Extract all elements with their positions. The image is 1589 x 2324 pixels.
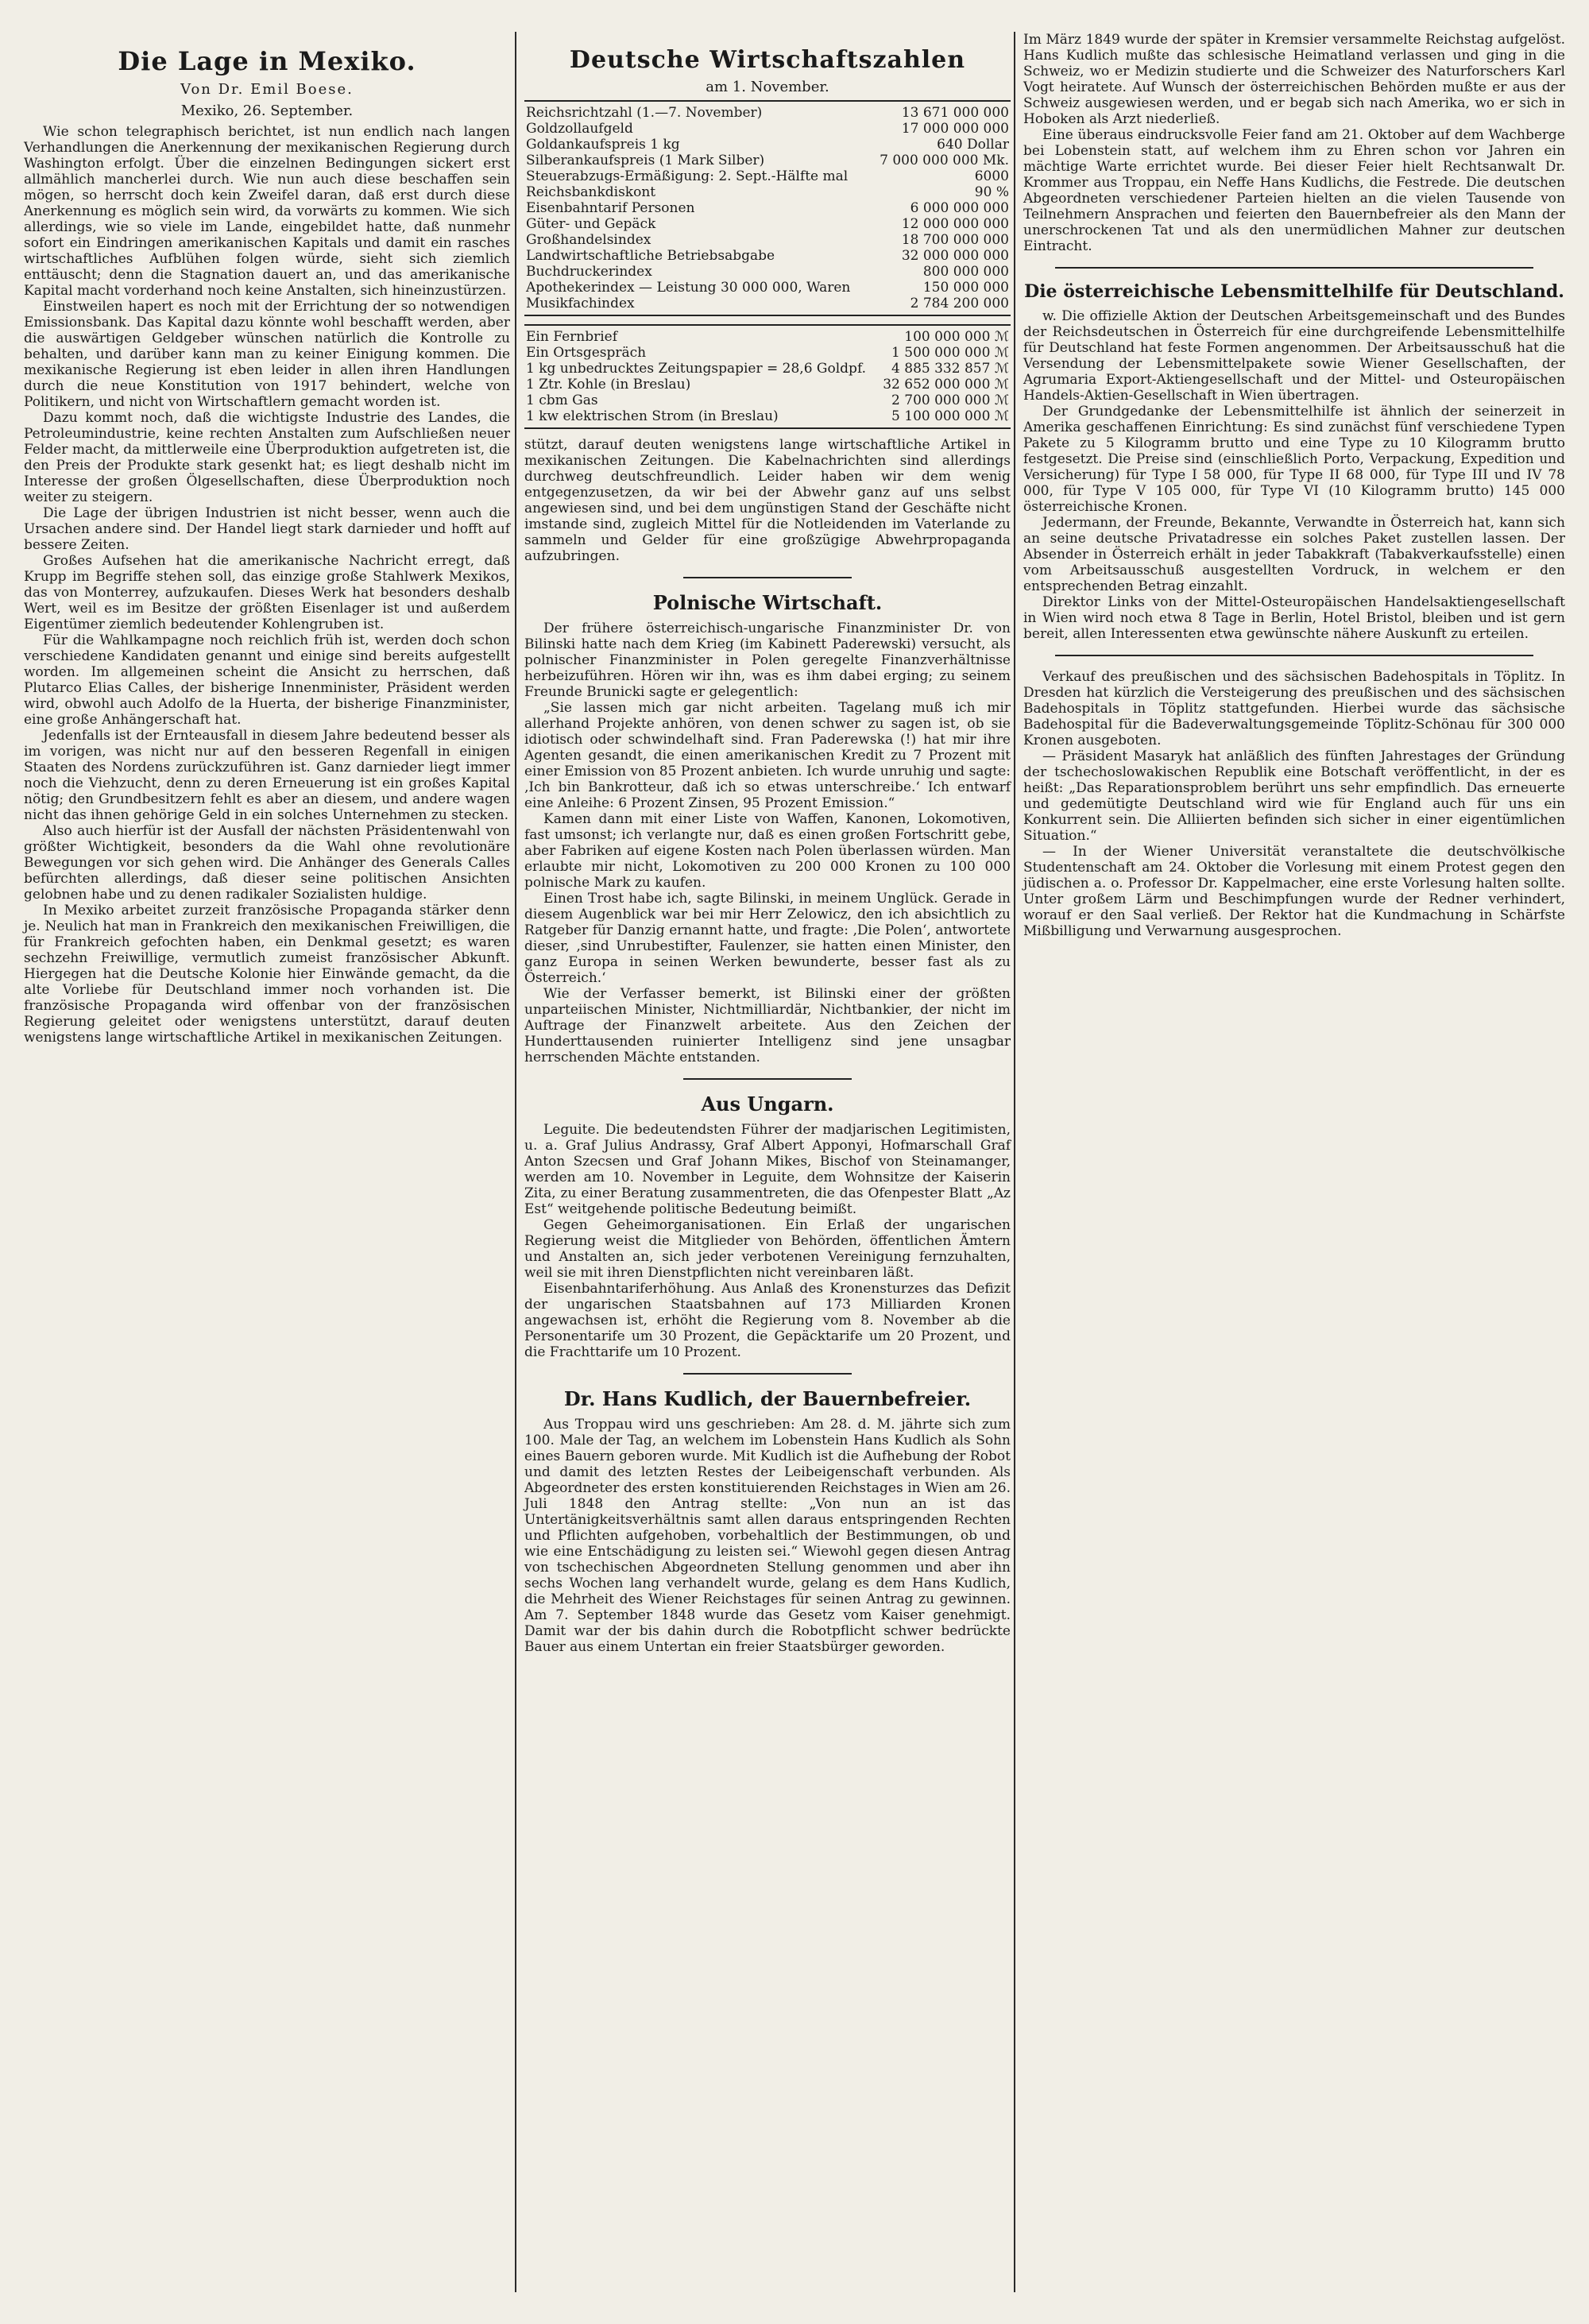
article-paragraph: Leguite. Die bedeutendsten Führer der madjarischen Legitimisten, u. a. Graf Julius Andrassy, Graf Albert Apponyi, Hofmarschall Graf Anton Szecsen und Graf Johann Mikes, Bischof von Steinamanger, werden am 10. November in Leguite, dem Wohnsitze der Kaiserin Zita, zu einer Beratung zusammentreten, die das Ofenpester Blatt „Az Est“ weitgehende politische Bedeutung beimißt.: [524, 1122, 1011, 1217]
column-rule: [515, 32, 516, 2292]
stats-row: [524, 280, 1011, 296]
divider: [683, 1373, 852, 1375]
stats-label: Großhandelsindex: [526, 232, 651, 248]
stats-title: Deutsche Wirtschaftszahlen: [569, 46, 966, 74]
stats-value: 4 885 332 857 ℳ: [891, 361, 1009, 377]
stats-value: 640 Dollar: [937, 137, 1009, 153]
stats-value: 100 000 000 ℳ: [904, 329, 1009, 345]
article-paragraph: „Sie lassen mich gar nicht arbeiten. Tagelang muß ich mir allerhand Projekte anhören, von denen schwer zu sagen ist, ob sie idiotisch oder schwindelhaft sind. Fran Paderewska (!) hat mir ihre Agenten gesandt, die einen amerikanischen Kredit zu 7 Prozent mit einer Emission von 85 Prozent anbieten. Ich wurde unruhig und sagte: ‚Ich bin Bankrotteur, daß ich so etwas unterschreibe.‘ Ich entwarf eine Anleihe: 6 Prozent Zinsen, 95 Prozent Emission.“: [524, 700, 1011, 811]
article-paragraph: Aus Troppau wird uns geschrieben: Am 28. d. M. jährte sich zum 100. Male der Tag, an welchem im Lobenstein Hans Kudlich als Sohn eines Bauern geboren wurde. Mit Kudlich ist die Aufhebung der Robot und damit des letzten Restes der Leibeigenschaft verbunden. Als Abgeordneter des ersten konstituierenden Reichstages in Wien am 26. Juli 1848 den Antrag stellte: „Von nun an ist das Untertänigkeitsverhältnis samt allen daraus entspringenden Rechten und Pflichten aufgehoben, vorbehaltlich der Bestimmungen, ob und wie eine Entschädigung zu leisten sei.“ Wiewohl gegen diesen Antrag von tschechischen Abgeordneten Stellung genommen und aber ihn sechs Wochen lang verhandelt wurde, gelang es dem Hans Kudlich, die Mehrheit des Wiener Reichstages für seinen Antrag zu gewinnen. Am 7. September 1848 wurde das Gesetz vom Kaiser genehmigt. Damit war der bis dahin durch die Robotpflicht schwer bedrückte Bauer aus einem Untertan ein freier Staatsbürger geworden.: [524, 1417, 1011, 1655]
stats-row: [524, 121, 1011, 137]
column-3: [1023, 32, 1565, 939]
stats-value: 150 000 000: [922, 280, 1009, 296]
stats-label: Reichsbankdiskont: [526, 184, 656, 200]
stats-label: 1 cbm Gas: [526, 392, 598, 408]
stats-value: 1 500 000 000 ℳ: [891, 345, 1009, 361]
stats-value: 90 %: [974, 184, 1009, 200]
stats-row: [524, 153, 1011, 168]
stats-label: Ein Ortsgespräch: [526, 345, 647, 361]
stats-value: 13 671 000 000: [901, 105, 1009, 121]
divider: [683, 1078, 852, 1080]
stats-row: [524, 329, 1011, 345]
stats-label: Güter- und Gepäck: [526, 216, 656, 232]
stats-row: [524, 361, 1011, 377]
divider: [1055, 655, 1533, 656]
divider: [683, 577, 852, 578]
stats-value: 12 000 000 000: [901, 216, 1009, 232]
stats-label: Goldzollaufgeld: [526, 121, 633, 137]
stats-row: [524, 296, 1011, 311]
article-paragraph: Dazu kommt noch, daß die wichtigste Industrie des Landes, die Petroleumindustrie, keine rechten Anstalten zum Aufschließen neuer Felder macht, da mittlerweile eine Überproduktion aufgetreten ist, die den Preis der Produkte stark gesenkt hat; es liegt deshalb nicht im Interesse der großen Ölgesellschaften, diese Überproduktion noch weiter zu steigern.: [24, 410, 510, 505]
article-paragraph: Kamen dann mit einer Liste von Waffen, Kanonen, Lokomotiven, fast umsonst; ich verlangte nur, daß es einen großen Fortschritt gebe, aber Fabriken auf eigene Kosten nach Polen überlassen würden. Man erlaubte mir nicht, Lokomotiven zu 200 000 Kronen zu 100 000 polnische Mark zu kaufen.: [524, 811, 1011, 891]
stats-value: 7 000 000 000 Mk.: [880, 153, 1009, 168]
article-paragraph: Gegen Geheimorganisationen. Ein Erlaß der ungarischen Regierung weist die Mitglieder von Behörden, öffentlichen Ämtern und Anstalten an, sich jeder verbotenen Vereinigung fernzuhalten, weil sie mit ihren Dienstpflichten nicht vereinbaren läßt.: [524, 1217, 1011, 1281]
article-paragraph: Jedermann, der Freunde, Bekannte, Verwandte in Österreich hat, kann sich an seine deutsche Privatadresse ein solches Paket zustellen lassen. Der Absender in Österreich erhält in jeder Tabakkraft (Tabakverkaufsstelle) einen vom Arbeitsausschuß ausgestellten Vordruck, in welchem er den entsprechenden Betrag einzahlt.: [1023, 515, 1565, 594]
article-paragraph: stützt, darauf deuten wenigstens lange wirtschaftliche Artikel in mexikanischen Zeitungen. Die Kabelnachrichten sind allerdings durchweg deutschfreundlich. Leider haben wir dem wenig entgegenzusetzen, da wir bei der Abwehr ganz auf uns selbst angewiesen sind, und bei dem ungünstigen Stand der Geschäfte nicht imstande sind, zugleich Mittel für die Notleidenden im Vaterlande zu sammeln und Gelder für eine großzügige Abwehrpropaganda aufzubringen.: [524, 437, 1011, 564]
article-paragraph: Einstweilen hapert es noch mit der Errichtung der so notwendigen Emissionsbank. Das Kapital dazu könnte wohl beschafft werden, aber die auswärtigen Geldgeber wünschen natürlich die Kontrolle zu behalten, und darüber kann man zu keiner Einigung kommen. Die mexikanische Regierung ist eben leider in allen ihren Handlungen durch die neue Konstitution von 1917 behindert, welche von Politikern, und nicht von Wirtschaftlern gemacht worden ist.: [24, 299, 510, 410]
stats-row: [524, 248, 1011, 264]
stats-row: [524, 408, 1011, 424]
stats-row: [524, 377, 1011, 392]
stats-label: Ein Fernbrief: [526, 329, 617, 345]
article-paragraph: Für die Wahlkampagne noch reichlich früh ist, werden doch schon verschiedene Kandidaten genannt und einige sind bereits aufgestellt worden. Im allgemeinen scheint die Ansicht zu herrschen, daß Plutarco Elias Calles, der bisherige Innenminister, Präsident werden wird, obwohl auch Adolfo de la Huerta, der bisherige Finanzminister, eine große Anhängerschaft hat.: [24, 632, 510, 728]
stats-label: Musikfachindex: [526, 296, 635, 311]
stats-label: Reichsrichtzahl (1.—7. November): [526, 105, 763, 121]
article-paragraph: Großes Aufsehen hat die amerikanische Nachricht erregt, daß Krupp im Begriffe stehen soll, das einzige große Stahlwerk Mexikos, das von Monterrey, aufzukaufen. Dieses Werk hat besonders deshalb Wert, weil es im Besitze der größten Eisenlager ist und außerdem Eigentümer ziemlich bedeutender Kohlengruben ist.: [24, 553, 510, 632]
article-title: Dr. Hans Kudlich, der Bauernbefreier.: [563, 1387, 972, 1410]
stats-value: 32 000 000 000: [901, 248, 1009, 264]
column-2: [524, 32, 1011, 1655]
stats-label: Steuerabzugs-Ermäßigung: 2. Sept.-Hälfte mal: [526, 168, 849, 184]
stats-label: Apothekerindex — Leistung 30 000 000, Waren: [526, 280, 851, 296]
stats-label: Landwirtschaftliche Betriebsabgabe: [526, 248, 775, 264]
stats-row: [524, 200, 1011, 216]
stats-row: [524, 184, 1011, 200]
stats-row: [524, 168, 1011, 184]
article-title: Die österreichische Lebensmittelhilfe für Deutschland.: [1024, 281, 1564, 302]
article-paragraph: Wie schon telegraphisch berichtet, ist nun endlich nach langen Verhandlungen die Anerkennung der mexikanischen Regierung durch Washington erfolgt. Über die einzelnen Bedingungen sickert erst allmählich mancherlei durch. Wie nun auch diese beschaffen sein mögen, so herrscht doch kein Zweifel daran, daß erst durch diese Anerkennung es möglich sein wird, da vorwärts zu kommen. Wie sich allerdings, wie so viele im Lande, eingebildet hatte, daß nunmehr sofort ein Eindringen amerikanischen Kapitals und damit ein rasches wirtschaftliches Aufblühen folgen würde, sieht sich ziemlich enttäuscht; denn die Stagnation dauert an, und das amerikanische Kapital macht vorderhand noch keine Anstalten, sich hineinzustürzen.: [24, 124, 510, 299]
stats-label: 1 kg unbedrucktes Zeitungspapier = 28,6 Goldpf.: [526, 361, 867, 377]
stats-value: 6 000 000 000: [910, 200, 1009, 216]
stats-value: 18 700 000 000: [901, 232, 1009, 248]
article-title: Polnische Wirtschaft.: [652, 591, 883, 614]
article-byline: Von Dr. Emil Boese.: [180, 81, 354, 98]
stats-row: [524, 392, 1011, 408]
stats-table: [524, 105, 1011, 311]
article-paragraph: Also auch hierfür ist der Ausfall der nächsten Präsidentenwahl von größter Wichtigkeit, besonders da die Wahl ohne revolutionäre Bewegungen vor sich gehen wird. Die Anhänger des Generals Calles befürchten allerdings, daß dieser seine politischen Ansichten gelobnen habe und zu denen radikaler Sozialisten huldige.: [24, 823, 510, 903]
stats-label: Silberankaufspreis (1 Mark Silber): [526, 153, 765, 168]
article-paragraph: Wie der Verfasser bemerkt, ist Bilinski einer der größten unparteiischen Minister, Nichtmilliardär, Nichtbankier, der nicht im Auftrage der Finanzwelt arbeitete. Aus den Zeichen der Hunderttausenden ruinierter Intelligenz sind jene unsagbar herrschenden Mächte entstanden.: [524, 986, 1011, 1065]
article-paragraph: Der frühere österreichisch-ungarische Finanzminister Dr. von Bilinski hatte nach dem Krieg (im Kabinett Paderewski) versucht, als polnischer Finanzminister in Polen geregelte Finanzverhältnisse herbeizuführen. Hören wir ihn, was es ihm dabei erging; zu seinem Freunde Brunicki sagte er gelegentlich:: [524, 621, 1011, 700]
article-paragraph: Jedenfalls ist der Ernteausfall in diesem Jahre bedeutend besser als im vorigen, was nicht nur auf den besseren Regenfall in einigen Staaten des Nordens zurückzuführen ist. Ganz darnieder liegt immer noch die Viehzucht, denn zu deren Erneuerung ist ein großes Kapital nötig; den Grundbesitzern fehlt es aber an diesem, und andere wagen nicht das ihnen gehörige Geld in ein solches Unternehmen zu stecken.: [24, 728, 510, 823]
article-dateline: Mexiko, 26. September.: [180, 102, 354, 119]
stats-row: [524, 137, 1011, 153]
news-item: — Präsident Masaryk hat anläßlich des fünften Jahrestages der Gründung der tschechoslowakischen Republik eine Botschaft veröffentlicht, in der es heißt: „Das Reparationsproblem berührt uns sehr empfindlich. Das erneuerte und gedemütigte Deutschland wird wie für England auch für uns ein Konkurrent sein. Die Alliierten befinden sich sicher in einer eigentümlichen Situation.“: [1023, 748, 1565, 844]
divider: [1055, 267, 1533, 269]
stats-value: 17 000 000 000: [901, 121, 1009, 137]
stats-label: 1 kw elektrischen Strom (in Breslau): [526, 408, 779, 424]
stats-value: 5 100 000 000 ℳ: [891, 408, 1009, 424]
stats-label: Goldankaufspreis 1 kg: [526, 137, 680, 153]
article-paragraph: w. Die offizielle Aktion der Deutschen Arbeitsgemeinschaft und des Bundes der Reichsdeutschen in Österreich für eine durchgreifende Lebensmittelhilfe für Deutschland hat feste Formen angenommen. Der Arbeitsausschuß hat die Versendung der Lebensmittelpakete sowie Wiener Gesellschaften, der Agrumaria Export-Aktiengesellschaft und der Mittel- und Osteuropäischen Handels-Aktien-Gesellschaft in Wien übertragen.: [1023, 308, 1565, 404]
article-paragraph: In Mexiko arbeitet zurzeit französische Propaganda stärker denn je. Neulich hat man in Frankreich den mexikanischen Freiwilligen, die für Frankreich gefochten haben, ein Denkmal gesetzt; es waren sechzehn Freiwillige, vermutlich zumeist französischer Abkunft. Hiergegen hat die Deutsche Kolonie hier Einwände gemacht, da die alte Vorliebe für Deutschland immer noch vorhanden ist. Die französische Propaganda wird offenbar von der französischen Regierung geleitet oder wenigstens unterstützt, darauf deuten wenigstens lange wirtschaftliche Artikel in mexikanischen Zeitungen.: [24, 903, 510, 1046]
stats-row: [524, 232, 1011, 248]
prices-table-block: [524, 324, 1011, 429]
stats-subtitle: am 1. November.: [706, 79, 829, 95]
stats-row: [524, 105, 1011, 121]
column-rule: [1014, 32, 1015, 2292]
prices-table: [524, 329, 1011, 424]
article-paragraph: Einen Trost habe ich, sagte Bilinski, in meinem Unglück. Gerade in diesem Augenblick war bei mir Herr Zelowicz, den ich absichtlich zu Ratgeber für Danzig ernannt hatte, und fragte: ‚Die Polen‘, antwortete dieser, ‚sind Unrubestifter, Faulenzer, sie hatten einen Minister, den ganz Europa in seinen Werken bewunderte, besser fast als zu Österreich.‘: [524, 891, 1011, 986]
article-paragraph: Eisenbahntariferhöhung. Aus Anlaß des Kronensturzes das Defizit der ungarischen Staatsbahnen auf 173 Milliarden Kronen angewachsen ist, erhöht die Regierung vom 8. November ab die Personentarife um 30 Prozent, die Gepäcktarife um 20 Prozent, und die Frachttarife um 10 Prozent.: [524, 1281, 1011, 1360]
article-paragraph: Im März 1849 wurde der später in Kremsier versammelte Reichstag aufgelöst. Hans Kudlich mußte das schlesische Heimatland verlassen und ging in die Schweiz, wo er Medizin studierte und die Schweizer des Naturforschers Karl Vogt heiratete. Auf Wunsch der österreichischen Behörden mußte er aus der Schweiz ausgewiesen werden, und er begab sich nach Amerika, wo er sich in Hoboken als Arzt niederließ.: [1023, 32, 1565, 127]
stats-value: 2 784 200 000: [910, 296, 1009, 311]
article-paragraph: Die Lage der übrigen Industrien ist nicht besser, wenn auch die Ursachen andere sind. Der Handel liegt stark darnieder und hofft auf bessere Zeiten.: [24, 505, 510, 553]
news-item: — In der Wiener Universität veranstaltete die deutschvölkische Studentenschaft am 24. Oktober die Vorlesung mit einem Protest gegen den jüdischen a. o. Professor Dr. Kappelmacher, eine erste Vorlesung halten sollte. Unter großem Lärm und Beschimpfungen wurde der Redner verhindert, worauf er den Saal verließ. Der Rektor hat die Kundmachung in Schärfste Mißbilligung und Verwarnung ausgesprochen.: [1023, 844, 1565, 939]
article-paragraph: Eine überaus eindrucksvolle Feier fand am 21. Oktober auf dem Wachberge bei Lobenstein statt, auf welchem ihm zu Ehren schon vor Jahren ein mächtige Warte errichtet wurde. Bei dieser Feier hielt Rechtsanwalt Dr. Krommer aus Troppau, ein Neffe Hans Kudlichs, die Festrede. Die deutschen Abgeordneten verschiedener Parteien hielten an die vielen Tausende von Teilnehmern Ansprachen und feierten den Bauernbefreier als den Mann der unerschrockenen Tat und als den unermüdlichen Mahner zur deutschen Eintracht.: [1023, 127, 1565, 254]
stats-table-block: [524, 100, 1011, 316]
column-1: [24, 32, 510, 1046]
stats-value: 32 652 000 000 ℳ: [883, 377, 1009, 392]
stats-label: Eisenbahntarif Personen: [526, 200, 695, 216]
stats-value: 6000: [974, 168, 1009, 184]
article-title: Die Lage in Mexiko.: [118, 46, 416, 76]
stats-row: [524, 264, 1011, 280]
article-paragraph: Der Grundgedanke der Lebensmittelhilfe ist ähnlich der seinerzeit in Amerika geschaffenen Einrichtung: Es sind zunächst fünf verschiedene Typen Pakete zu 5 Kilogramm brutto und eine Type zu 10 Kilogramm brutto festgesetzt. Die Preise sind (einschließlich Porto, Verpackung, Expedition und Versicherung) für Type I 58 000, für Type II 68 000, für Type III und IV 78 000, für Type V 105 000, für Type VI (10 Kilogramm brutto) 145 000 österreichische Kronen.: [1023, 404, 1565, 515]
stats-label: 1 Ztr. Kohle (in Breslau): [526, 377, 691, 392]
article-paragraph: Direktor Links von der Mittel-Osteuropäischen Handelsaktiengesellschaft in Wien wird noch etwa 8 Tage in Berlin, Hotel Bristol, bleiben und ist gern bereit, allen Interessenten etwa gewünschte nähere Auskunft zu erteilen.: [1023, 594, 1565, 642]
news-item: Verkauf des preußischen und des sächsischen Badehospitals in Töplitz. In Dresden hat kürzlich die Versteigerung des preußischen und des sächsischen Badehospitals in Töplitz stattgefunden. Hierbei wurde das sächsische Badehospital für die Badeverwaltungsgemeinde Töplitz-Schönau für 300 000 Kronen ausgeboten.: [1023, 669, 1565, 748]
stats-value: 2 700 000 000 ℳ: [891, 392, 1009, 408]
stats-value: 800 000 000: [922, 264, 1009, 280]
article-title: Aus Ungarn.: [701, 1092, 834, 1116]
stats-row: [524, 345, 1011, 361]
stats-row: [524, 216, 1011, 232]
stats-label: Buchdruckerindex: [526, 264, 652, 280]
